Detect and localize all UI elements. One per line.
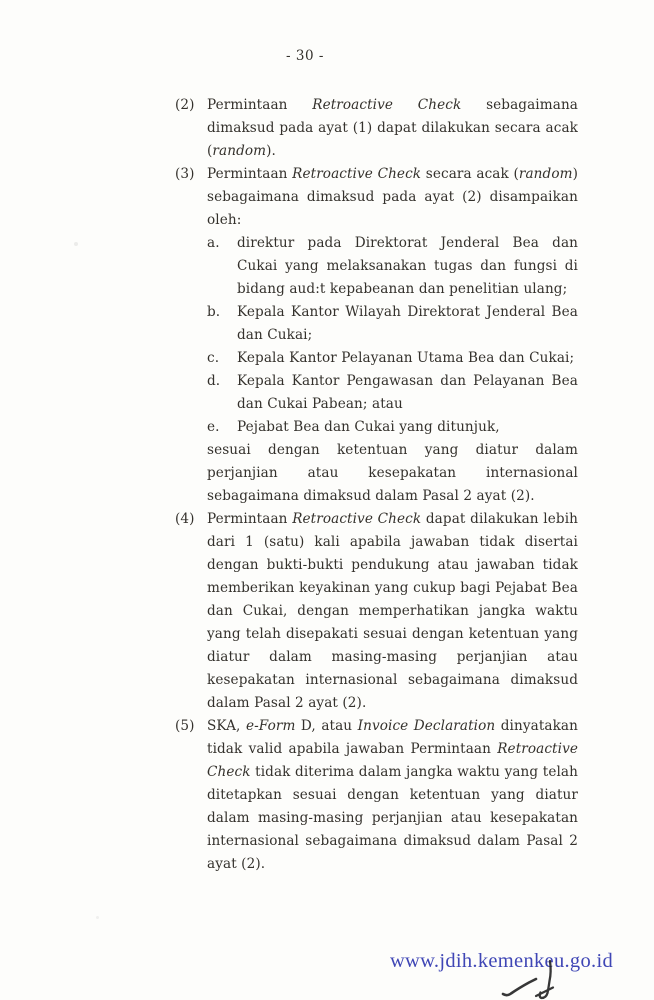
paragraph-continuation [207,439,578,508]
italic-text-run: random [518,166,573,182]
text-run: Kepala Kantor Wilayah Direktorat Jenderal Bea dan Cukai; [237,304,578,343]
paragraph [175,94,578,163]
paragraph-number: (5) [175,718,195,734]
paragraph [175,508,578,715]
text-run: direktur pada Direktorat Jenderal Bea dan Cukai yang melaksanakan tugas dan fungsi di bidang aud:t kepabeanan dan penelitian ulang; [237,235,578,297]
paragraph [175,163,578,508]
text-run: Kepala Kantor Pelayanan Utama Bea dan Cukai; [237,350,575,366]
paragraph-content [207,163,578,508]
list-item-text [237,370,578,416]
paragraph-number: (2) [175,97,195,113]
text-run: SKA, [207,718,246,734]
list-item [207,232,578,301]
paragraph-text [207,508,578,715]
text-run: secara acak ( [421,166,519,182]
text-run: Pejabat Bea dan Cukai yang ditunjuk, [237,419,500,435]
list-item-text [237,232,578,301]
text-run: ). [266,143,276,159]
list-item [207,416,578,439]
scan-speck [74,242,78,246]
paragraph [175,715,578,876]
document-body [175,94,578,876]
text-run: dinyatakan tidak valid apabila jawaban Permintaan [207,718,578,757]
text-run: tidak diterima dalam jangka waktu yang telah ditetapkan sesuai dengan ketentuan yang diatur dalam masing-masing perjanjian atau kesepakatan internasional sebagaimana dimaksud dalam Pasal 2 ayat (2). [207,764,578,872]
footer-url-link[interactable]: www.jdih.kemenkeu.go.id [389,950,613,972]
list-item-text [237,301,578,347]
paragraph-text [207,715,578,876]
paragraph-content [207,508,578,715]
paragraph-text [207,94,578,163]
text-run: dapat dilakukan lebih dari 1 (satu) kali apabila jawaban tidak disertai dengan bukti-bukti pendukung atau jawaban tidak memberikan keyakinan yang cukup bagi Pejabat Bea dan Cukai, dengan memperhatikan jangka waktu yang telah disepakati sesuai dengan ketentuan yang diatur dalam masing-masing perjanjian atau kesepakatan internasional sebagaimana dimaksud dalam Pasal 2 ayat (2). [207,511,579,711]
list-item [207,347,578,370]
list-item-text [237,416,578,439]
list-item-label: d. [207,373,221,389]
paragraph-number: (3) [175,166,195,182]
paragraph-text [207,163,578,232]
paragraph-content [207,715,578,876]
text-run: Permintaan [207,97,313,113]
italic-text-run: Invoice Declaration [357,718,496,734]
italic-text-run: Retroactive Check [207,741,578,780]
handwritten-mark [498,948,578,1000]
list-item [207,301,578,347]
paragraph-content [207,94,578,163]
italic-text-run: Retroactive Check [312,97,462,113]
paragraph-number: (4) [175,511,195,527]
text-run: sebagaimana dimaksud pada ayat (1) dapat dilakukan secara acak ( [207,97,579,159]
italic-text-run: e-Form [245,718,296,734]
page-number: - 30 - [286,48,324,64]
text-run: Permintaan [207,166,293,182]
list-item-text [237,347,578,370]
list-item-label: c. [207,350,220,366]
list-item [207,370,578,416]
text-run: Permintaan [207,511,293,527]
italic-text-run: Retroactive Check [292,511,422,527]
text-run: sesuai dengan ketentuan yang diatur dalam perjanjian atau kesepakatan internasional sebagaimana dimaksud dalam Pasal 2 ayat (2). [207,442,578,504]
scan-speck [96,916,99,919]
list-item-label: e. [207,419,220,435]
italic-text-run: Retroactive Check [292,166,422,182]
list-item-label: a. [207,235,220,251]
text-run: ) sebagaimana dimaksud pada ayat (2) disampaikan oleh: [207,166,579,228]
text-run: D, atau [295,718,358,734]
list-item-label: b. [207,304,221,320]
italic-text-run: random [212,143,267,159]
text-run: Kepala Kantor Pengawasan dan Pelayanan Bea dan Cukai Pabean; atau [237,373,578,412]
